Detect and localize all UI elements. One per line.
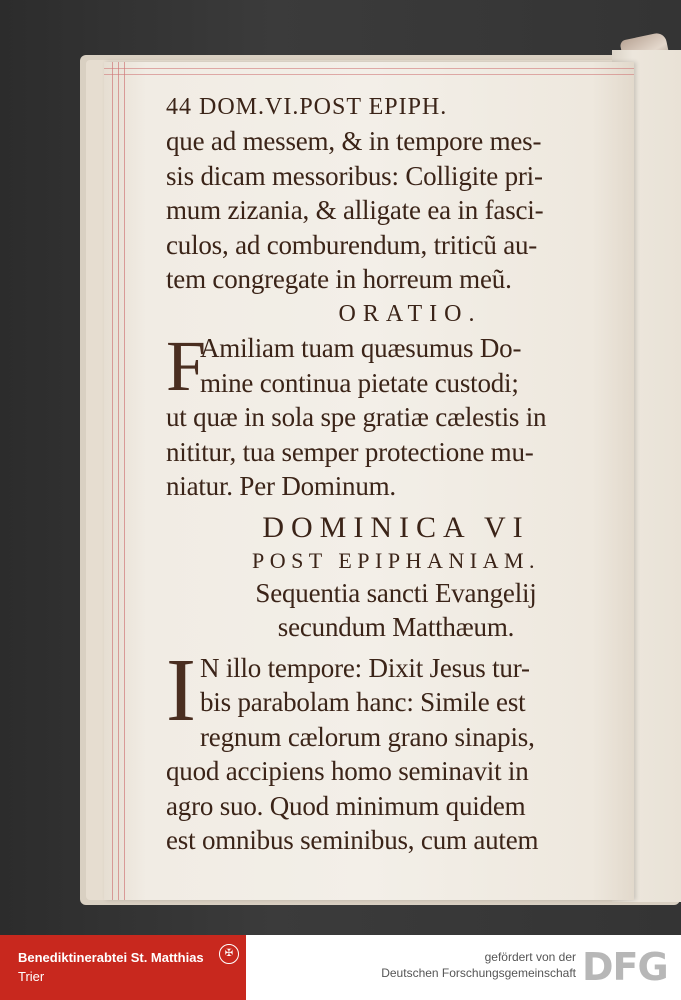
text-line: N illo tempore: Dixit Jesus tur- [200, 652, 530, 683]
page-text [166, 90, 626, 858]
text-line: tem congregate in horreum meũ. [166, 264, 512, 294]
institution-place: Trier [18, 969, 45, 984]
text-line: ut quæ in sola spe gratiæ cælestis in [166, 402, 547, 432]
running-head: 44 DOM.VI.POST EPIPH. [166, 94, 448, 120]
funder-text: gefördert von der [484, 950, 576, 964]
heading-dominica: DOMINICA VI [262, 510, 530, 544]
margin-rule [112, 62, 113, 900]
sequentia-line: secundum Matthæum. [277, 612, 515, 642]
footer-banner [0, 935, 681, 1000]
dfg-logo[interactable]: DFG [582, 945, 668, 989]
top-rule [104, 74, 634, 75]
margin-rule [124, 62, 125, 900]
text-line: culos, ad comburendum, triticũ au- [166, 229, 538, 260]
text-line: regnum cælorum grano sinapis, [200, 721, 535, 752]
institution-box[interactable] [0, 935, 246, 1000]
text-line: Amiliam tuam quæsumus Do- [200, 333, 522, 363]
funder-name: Deutschen Forschungsgemeinschaft [381, 966, 576, 980]
gospel-paragraph [166, 640, 626, 858]
oratio-paragraph [166, 326, 626, 504]
text-line: nititur, tua semper protectione mu- [166, 436, 534, 467]
text-line: agro suo. Quod minimum quidem [166, 790, 526, 821]
text-line: est omnibus seminibus, cum autem [166, 825, 539, 855]
text-line: que ad messem, & in tempore mes- [166, 126, 542, 156]
institution-name: Benediktinerabtei St. Matthias [18, 950, 204, 965]
sequentia-line: Sequentia sancti Evangelij [255, 577, 537, 608]
margin-rule [118, 62, 119, 900]
heading-oratio: ORATIO. [338, 300, 482, 327]
text-line: bis parabolam hanc: Simile est [200, 687, 526, 717]
book-page [104, 62, 634, 900]
abbey-emblem-icon: ✠ [219, 944, 239, 964]
drop-cap: F [166, 326, 207, 406]
text-line: niatur. Per Dominum. [166, 471, 396, 501]
text-line: mine continua pietate custodi; [200, 367, 519, 398]
drop-cap: I [166, 640, 196, 740]
text-block-top [166, 124, 626, 297]
text-line: sis dicam messoribus: Colligite pri- [166, 160, 543, 191]
text-line: quod accipiens homo seminavit in [166, 756, 529, 786]
heading-post: POST EPIPHANIAM. [251, 547, 541, 573]
top-rule [104, 68, 634, 69]
text-line: mum zizania, & alligate ea in fasci- [166, 195, 544, 225]
